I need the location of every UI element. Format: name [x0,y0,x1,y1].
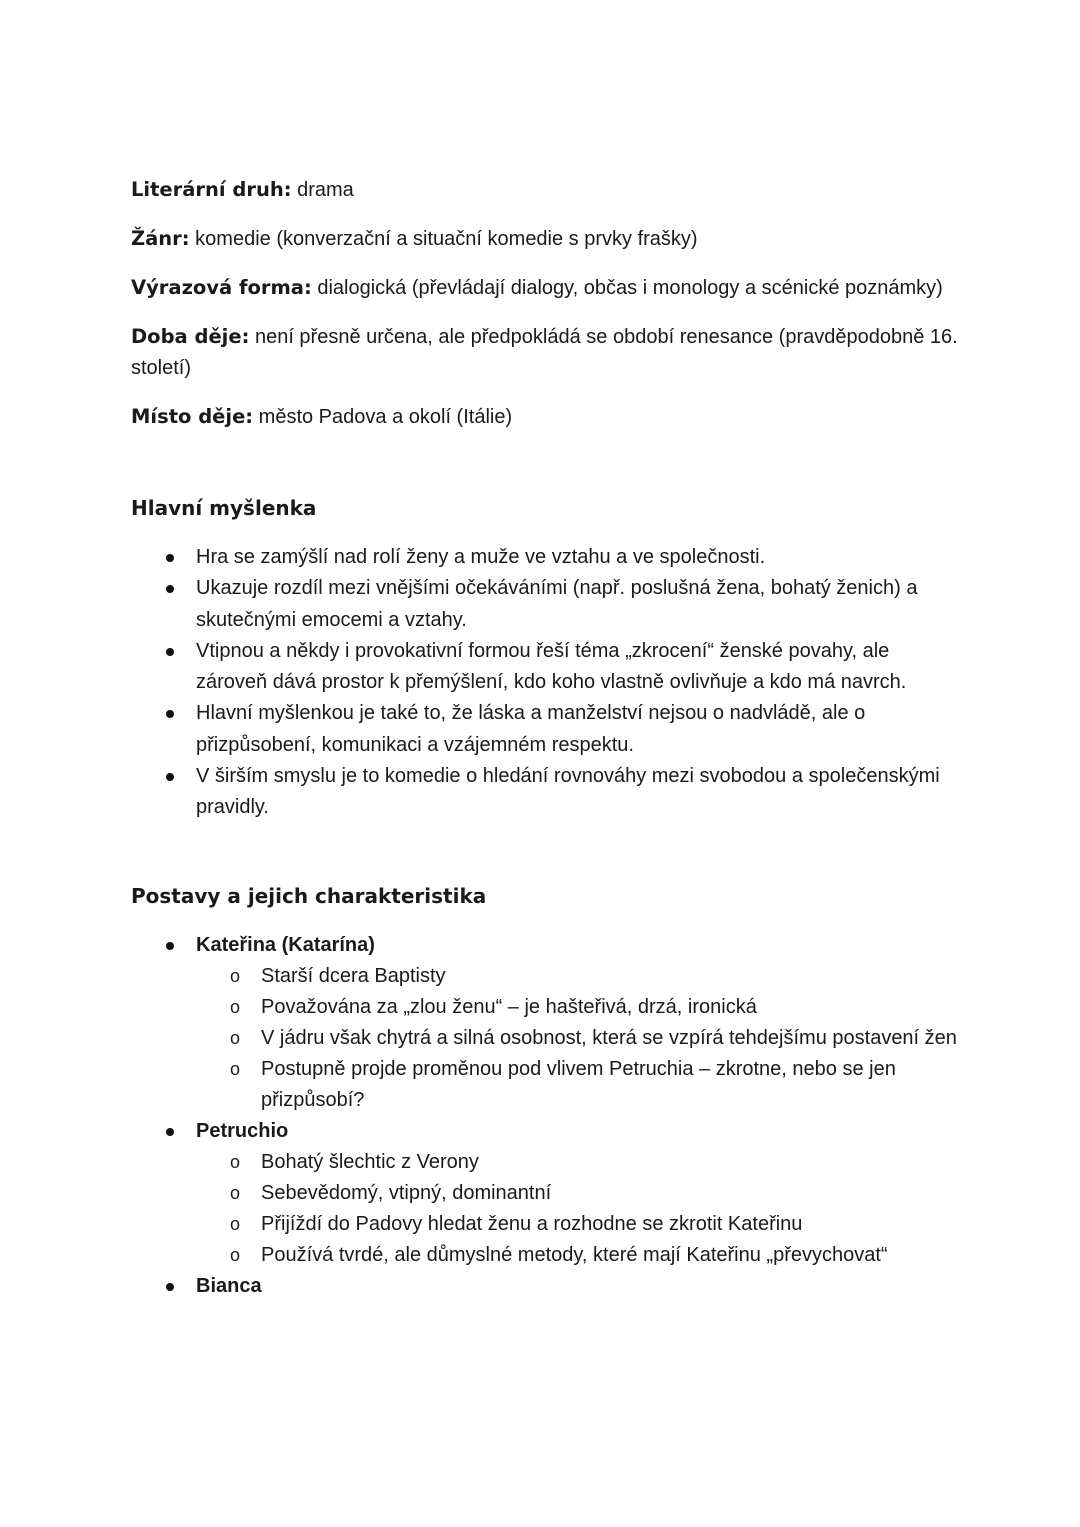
meta-label: Výrazová forma: [131,276,312,299]
trait-item [196,992,961,1023]
trait-text: Starší dcera Baptisty [261,964,446,987]
trait-item [196,1147,961,1178]
meta-label: Doba děje: [131,325,250,348]
circle-bullet-icon: o [230,1152,241,1173]
character-name: Bianca [196,1275,262,1298]
circle-bullet-icon: o [230,965,241,986]
section-title-characters: Postavy a jejich charakteristika [131,883,487,908]
character-name: Kateřina (Katarína) [196,933,375,956]
trait-text: Používá tvrdé, ale důmyslné metody, které mají Kateřinu „převychovat“ [261,1244,888,1267]
bullet-icon [166,773,174,781]
bullet-icon [166,710,174,718]
character-item-katerina [131,930,961,1116]
trait-item [196,961,961,992]
circle-bullet-icon: o [230,996,241,1017]
meta-label: Žánr: [131,227,190,250]
list-item-text: Hlavní myšlenkou je také to, že láska a manželství nejsou o nadvládě, ale o přizpůsobení, komunikaci a vzájemném respektu. [196,702,866,756]
trait-text: Sebevědomý, vtipný, dominantní [261,1182,552,1205]
document-page [131,174,961,1303]
characters-list [131,930,961,1303]
character-name: Petruchio [196,1119,289,1142]
circle-bullet-icon: o [230,1058,241,1079]
circle-bullet-icon: o [230,1214,241,1235]
trait-text: Bohatý šlechtic z Verony [261,1151,479,1174]
meta-value: město Padova a okolí (Itálie) [253,406,513,428]
circle-bullet-icon: o [230,1183,241,1204]
trait-item [196,1178,961,1209]
trait-item [196,1023,961,1054]
list-item-text: Hra se zamýšlí nad rolí ženy a muže ve vztahu a ve společnosti. [196,546,766,568]
section-title-main-idea: Hlavní myšlenka [131,496,317,520]
main-idea-list [131,542,961,824]
meta-value: dialogická (převládají dialogy, občas i monology a scénické poznámky) [311,277,943,299]
meta-label: Místo děje: [131,405,254,428]
trait-text: Postupně projde proměnou pod vlivem Petruchia – zkrotne, nebo se jen přizpůsobí? [261,1057,896,1111]
character-traits-list [196,961,961,1116]
list-item [131,636,961,699]
list-item [131,761,961,824]
trait-text: Přijíždí do Padovy hledat ženu a rozhodne se zkrotit Kateřinu [261,1213,803,1236]
bullet-icon [166,554,174,562]
bullet-icon [166,648,174,656]
meta-genre [131,223,961,255]
bullet-icon [166,1283,174,1291]
trait-text: Považována za „zlou ženu“ – je hašteřivá, drzá, ironická [261,995,757,1018]
meta-value: drama [291,179,354,201]
list-item [131,542,961,573]
trait-item [196,1209,961,1240]
circle-bullet-icon: o [230,1245,241,1266]
trait-item [196,1054,961,1116]
list-item-text: V širším smyslu je to komedie o hledání rovnováhy mezi svobodou a společenskými pravidly. [196,765,940,819]
meta-literary-kind [131,174,961,206]
bullet-icon [166,1128,174,1136]
list-item [131,698,961,761]
trait-item [196,1240,961,1271]
meta-value: komedie (konverzační a situační komedie s prvky frašky) [189,228,698,250]
trait-text: V jádru však chytrá a silná osobnost, která se vzpírá tehdejšímu postavení žen [261,1026,957,1049]
meta-place-of-plot [131,401,961,433]
list-item-text: Ukazuje rozdíl mezi vnějšími očekáváními (např. poslušná žena, bohatý ženich) a skutečnými emocemi a vztahy. [196,577,918,631]
bullet-icon [166,942,174,950]
character-item-petruchio [131,1116,961,1271]
character-traits-list [196,1147,961,1271]
bullet-icon [166,585,174,593]
meta-time-of-plot [131,321,961,384]
list-item-text: Vtipnou a někdy i provokativní formou řeší téma „zkrocení“ ženské povahy, ale zároveň dává prostor k přemýšlení, kdo koho vlastně ovlivňuje a kdo má navrch. [196,639,907,694]
meta-expression-form [131,272,961,304]
list-item [131,573,961,636]
circle-bullet-icon: o [230,1027,241,1048]
meta-value: není přesně určena, ale předpokládá se období renesance (pravděpodobně 16. století) [131,326,958,379]
character-item-bianca [131,1271,961,1302]
meta-label: Literární druh: [131,178,292,201]
